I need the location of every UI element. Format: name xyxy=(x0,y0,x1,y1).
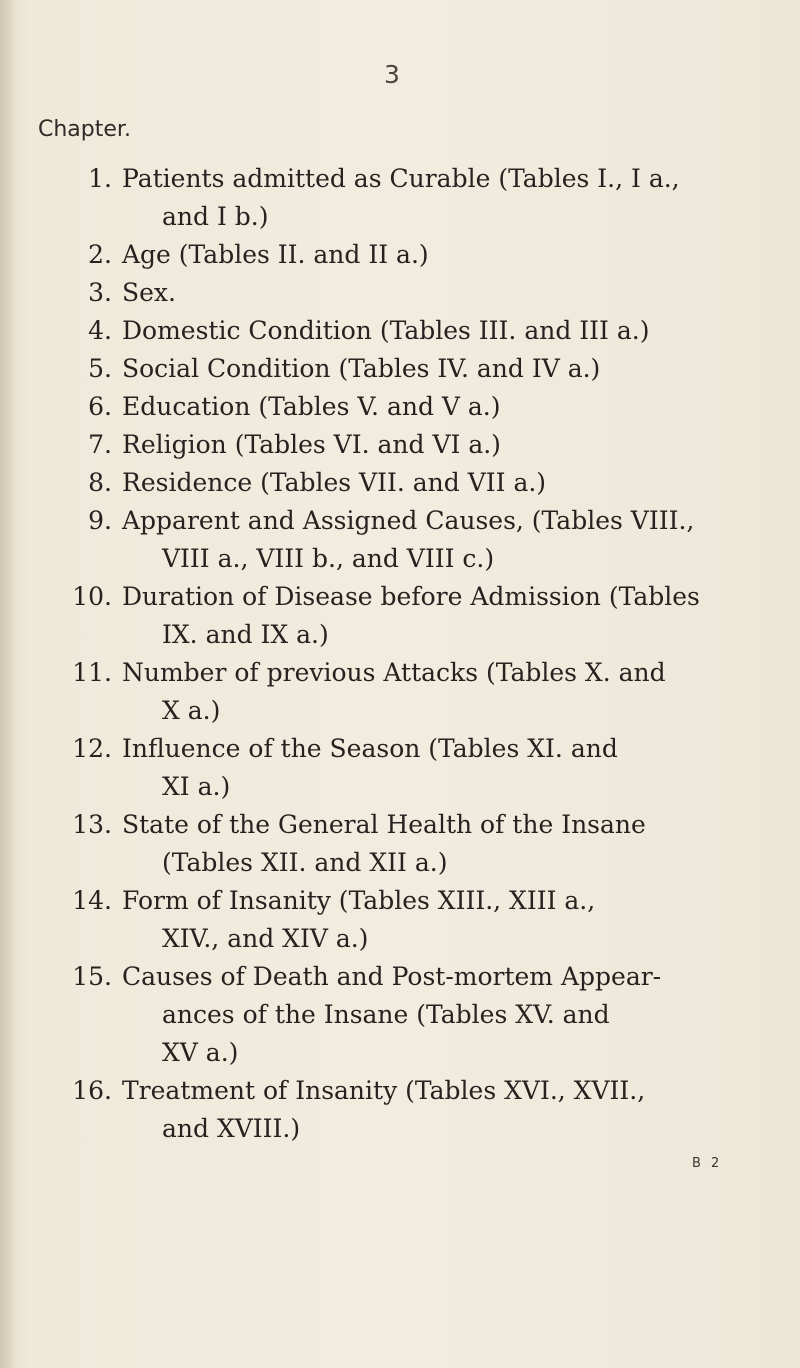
chapter-title-line: VIII a., VIII b., and VIII c.) xyxy=(162,544,495,573)
chapter-title-line: and XVIII.) xyxy=(162,1114,301,1143)
chapter-title xyxy=(122,654,760,730)
chapter-title-line: Treatment of Insanity (Tables XVI., XVII., xyxy=(122,1076,646,1105)
chapter-title-line: Number of previous Attacks (Tables X. and xyxy=(122,658,666,687)
chapter-title-line: Form of Insanity (Tables XIII., XIII a., xyxy=(122,886,596,915)
chapter-title-line: Patients admitted as Curable (Tables I., I a., xyxy=(122,164,680,193)
chapter-number: 11. xyxy=(72,658,112,687)
chapter-number: 2. xyxy=(88,240,112,269)
chapter-title xyxy=(122,958,760,1072)
chapter-title-line: Age (Tables II. and II a.) xyxy=(122,240,429,269)
chapter-number: 10. xyxy=(72,582,112,611)
chapter-title-line: Residence (Tables VII. and VII a.) xyxy=(122,468,547,497)
chapter-entry xyxy=(40,160,760,236)
chapter-number: 12. xyxy=(72,734,112,763)
chapter-entry xyxy=(40,1072,760,1148)
chapter-title-line: Duration of Disease before Admission (Tables xyxy=(122,582,700,611)
chapter-number: 3. xyxy=(88,278,112,307)
chapter-number: 4. xyxy=(88,316,112,345)
chapter-title-line: XIV., and XIV a.) xyxy=(162,924,369,953)
chapter-entry xyxy=(40,578,760,654)
chapter-title xyxy=(122,882,760,958)
chapter-title xyxy=(122,730,760,806)
printer-signature-mark: B 2 xyxy=(692,1156,723,1171)
chapter-number: 13. xyxy=(72,810,112,839)
chapter-entry xyxy=(40,464,760,502)
chapter-entry xyxy=(40,426,760,464)
chapter-number: 15. xyxy=(72,962,112,991)
chapter-number: 7. xyxy=(88,430,112,459)
chapter-entry xyxy=(40,388,760,426)
chapter-title-line: Religion (Tables VI. and VI a.) xyxy=(122,430,501,459)
chapter-title xyxy=(122,312,760,350)
chapter-entry xyxy=(40,654,760,730)
chapter-number: 5. xyxy=(88,354,112,383)
chapter-number: 8. xyxy=(88,468,112,497)
chapter-title xyxy=(122,274,760,312)
chapter-title-line: ances of the Insane (Tables XV. and xyxy=(162,1000,610,1029)
chapter-title xyxy=(122,236,760,274)
chapter-entry xyxy=(40,236,760,274)
chapter-title-line: Domestic Condition (Tables III. and III a.) xyxy=(122,316,650,345)
chapter-title xyxy=(122,350,760,388)
chapter-title-line: (Tables XII. and XII a.) xyxy=(162,848,448,877)
chapter-title-line: Sex. xyxy=(122,278,176,307)
chapter-entry xyxy=(40,312,760,350)
chapter-number: 6. xyxy=(88,392,112,421)
chapter-title-line: State of the General Health of the Insane xyxy=(122,810,646,839)
chapter-list xyxy=(40,160,760,1148)
chapter-number: 14. xyxy=(72,886,112,915)
chapter-title-line: Causes of Death and Post-mortem Appear- xyxy=(122,962,662,991)
chapter-title-line: IX. and IX a.) xyxy=(162,620,329,649)
page-spine-shadow xyxy=(0,0,14,1368)
chapter-title xyxy=(122,502,760,578)
chapter-entry xyxy=(40,502,760,578)
chapter-title xyxy=(122,388,760,426)
chapter-title-line: and I b.) xyxy=(162,202,269,231)
chapter-title-line: XI a.) xyxy=(162,772,231,801)
chapter-entry xyxy=(40,958,760,1072)
chapter-title-line: Social Condition (Tables IV. and IV a.) xyxy=(122,354,601,383)
chapter-title xyxy=(122,578,760,654)
chapter-number: 9. xyxy=(88,506,112,535)
chapter-entry xyxy=(40,350,760,388)
chapter-title-line: Influence of the Season (Tables XI. and xyxy=(122,734,618,763)
chapter-number: 16. xyxy=(72,1076,112,1105)
chapter-title xyxy=(122,464,760,502)
chapter-title xyxy=(122,160,760,236)
chapter-title xyxy=(122,426,760,464)
chapter-number: 1. xyxy=(88,164,112,193)
page-number: 3 xyxy=(384,60,400,89)
chapter-title-line: X a.) xyxy=(162,696,221,725)
chapter-entry xyxy=(40,882,760,958)
chapter-title xyxy=(122,806,760,882)
chapter-entry xyxy=(40,274,760,312)
chapter-title-line: Education (Tables V. and V a.) xyxy=(122,392,501,421)
chapter-heading: Chapter. xyxy=(38,117,131,142)
chapter-entry xyxy=(40,806,760,882)
chapter-title xyxy=(122,1072,760,1148)
chapter-title-line: Apparent and Assigned Causes, (Tables VIII., xyxy=(122,506,695,535)
chapter-entry xyxy=(40,730,760,806)
chapter-title-line: XV a.) xyxy=(162,1038,239,1067)
